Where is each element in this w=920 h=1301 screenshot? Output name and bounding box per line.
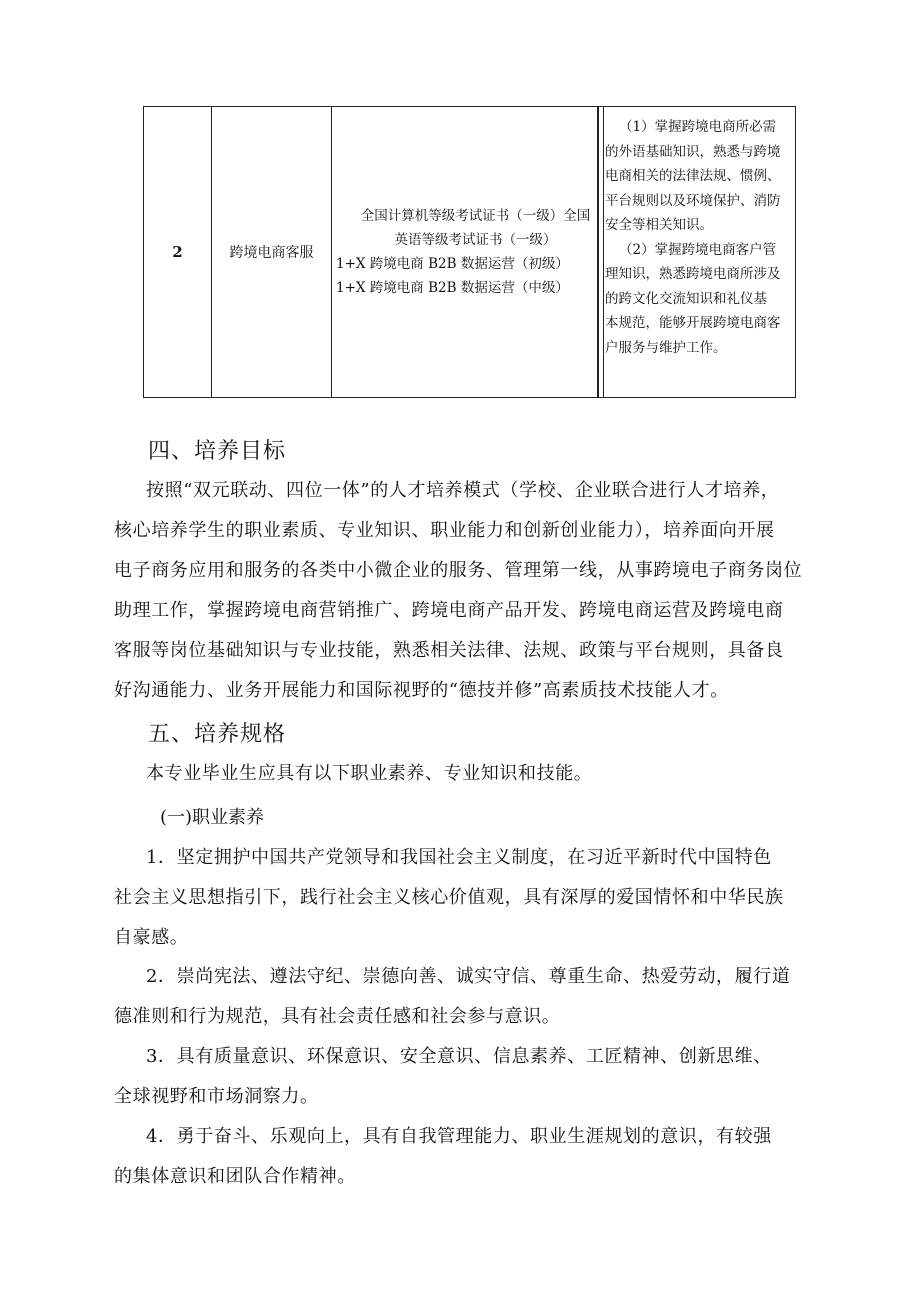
body-line: 核心培养学生的职业素质、专业知识、职业能力和创新创业能力），培养面向开展 [114, 520, 775, 541]
item-3 [114, 1037, 854, 1117]
certificate-line: 1+X 跨境电商 B2B 数据运营（初级） [336, 256, 569, 272]
section-4-body [114, 471, 854, 711]
certificate-line: 全国计算机等级考试证书（一级）全国 [360, 208, 591, 224]
certificate-line: 1+X 跨境电商 B2B 数据运营（中级） [336, 280, 569, 296]
requirement-line: 本规范，能够开展跨境电商客 [605, 315, 781, 331]
item-line: 1．坚定拥护中国共产党领导和我国社会主义制度，在习近平新时代中国特色 [146, 847, 772, 868]
intro-line: 本专业毕业生应具有以下职业素养、专业知识和技能。 [146, 763, 593, 784]
item-line: 德准则和行为规范，具有社会责任感和社会参与意识。 [114, 1006, 561, 1027]
section-5-intro [114, 754, 854, 794]
body-line: 客服等岗位基础知识与专业技能，熟悉相关法律、法规、政策与平台规则，具备良 [114, 640, 784, 661]
item-line: 社会主义思想指引下，践行社会主义核心价值观，具有深厚的爱国情怀和中华民族 [114, 887, 784, 908]
certificate-line: 英语等级考试证书（一级） [394, 232, 557, 248]
item-line: 3．具有质量意识、环保意识、安全意识、信息素养、工匠精神、创新思维、 [146, 1046, 772, 1067]
item-line: 全球视野和市场洞察力。 [114, 1086, 319, 1107]
body-line: 助理工作，掌握跨境电商营销推广、跨境电商产品开发、跨境电商运营及跨境电商 [114, 600, 784, 621]
body-line: 好沟通能力、业务开展能力和国际视野的“德技并修”高素质技术技能人才。 [114, 680, 729, 701]
certificate-cell [332, 107, 598, 397]
job-name: 跨境电商客服 [229, 245, 314, 261]
requirement-line: 户服务与维护工作。 [605, 339, 727, 356]
requirement-line: 平台规则以及环境保护、消防 [605, 192, 781, 209]
requirements-cell [598, 107, 795, 397]
requirement-line: 理知识，熟悉跨境电商所涉及 [605, 266, 781, 282]
subsection-heading: (一)职业素养 [160, 807, 265, 828]
item-line: 自豪感。 [114, 927, 189, 948]
requirement-line: 的外语基础知识，熟悉与跨境 [605, 143, 781, 160]
item-1 [114, 838, 854, 958]
requirement-line: 的跨文化交流知识和礼仪基 [605, 290, 767, 307]
requirement-line: 电商相关的法律法规、惯例、 [605, 168, 781, 184]
qualification-table [143, 106, 796, 398]
item-line: 4．勇于奋斗、乐观向上，具有自我管理能力、职业生涯规划的意识，有较强 [146, 1126, 772, 1147]
row-number-cell [144, 107, 212, 397]
requirement-line: 安全等相关知识。 [605, 217, 713, 233]
item-line: 2．崇尚宪法、遵法守纪、崇德向善、诚实守信、尊重生命、热爱劳动，履行道 [146, 966, 791, 987]
requirement-line: （2）掌握跨境电商客户管 [619, 241, 777, 258]
section-4-heading: 四、培养目标 [148, 439, 287, 464]
requirement-line: （1）掌握跨境电商所必需 [619, 119, 777, 135]
job-cell [212, 107, 332, 397]
body-line: 按照“双元联动、四位一体”的人才培养模式（学校、企业联合进行人才培养， [146, 480, 780, 501]
item-4 [114, 1117, 854, 1197]
row-number: 2 [172, 243, 183, 261]
body-line: 电子商务应用和服务的各类中小微企业的服务、管理第一线，从事跨境电子商务岗位 [114, 560, 803, 581]
item-2 [114, 957, 854, 1037]
section-5-heading: 五、培养规格 [148, 722, 287, 747]
item-line: 的集体意识和团队合作精神。 [114, 1166, 356, 1187]
